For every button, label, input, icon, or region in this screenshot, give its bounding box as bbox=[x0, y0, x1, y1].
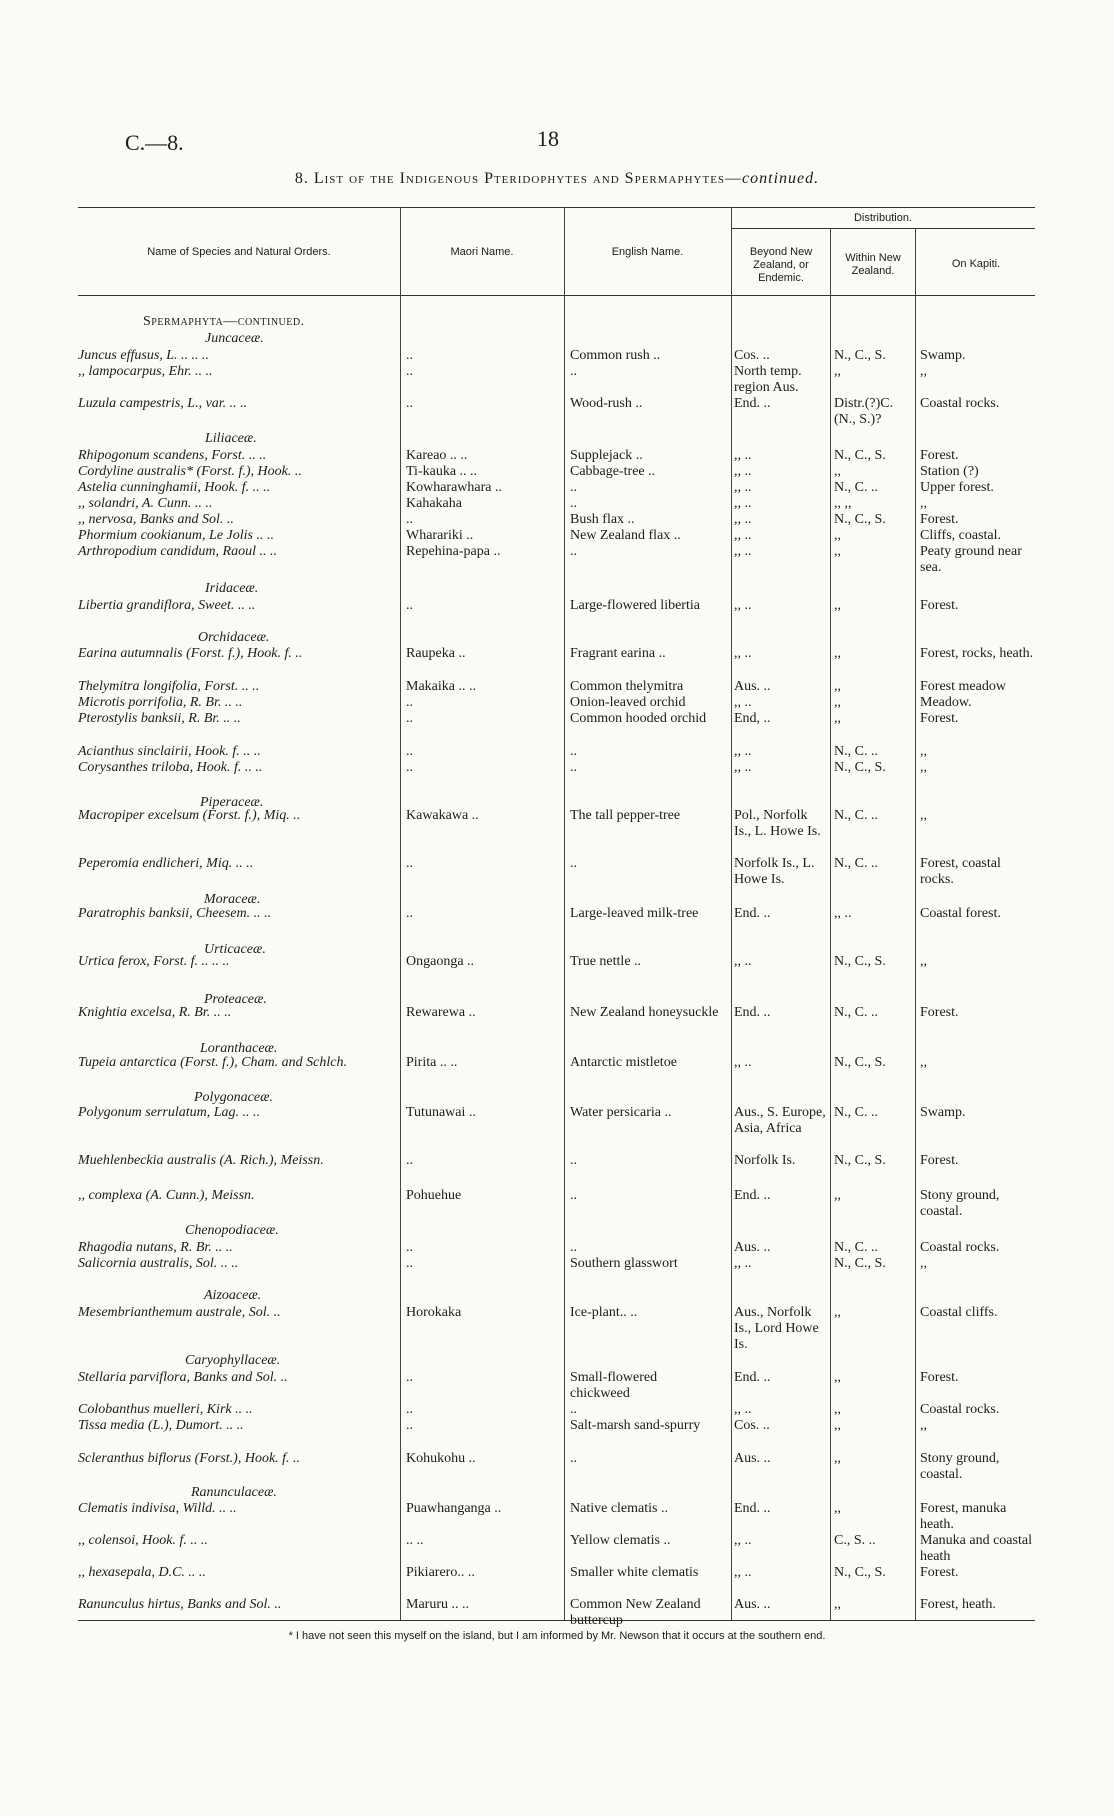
beyond-cell: ,, .. bbox=[734, 496, 752, 511]
maori-cell: .. bbox=[406, 906, 413, 921]
kapiti-cell: Forest. bbox=[920, 1370, 959, 1385]
name-cell: Arthropodium candidum, Raoul .. .. bbox=[78, 544, 277, 559]
name-cell: Mesembrianthemum australe, Sol. .. bbox=[78, 1305, 281, 1320]
maori-cell: .. bbox=[406, 598, 413, 613]
kapiti-cell: Coastal cliffs. bbox=[920, 1305, 998, 1320]
beyond-cell: ,, .. bbox=[734, 760, 752, 775]
beyond-cell: ,, .. bbox=[734, 954, 752, 969]
maori-cell: .. bbox=[406, 1153, 413, 1168]
kapiti-cell: Coastal rocks. bbox=[920, 1240, 1000, 1255]
english-cell: .. bbox=[570, 496, 577, 511]
section-heading: Spermaphyta—continued. bbox=[143, 314, 305, 329]
name-cell: Macropiper excelsum (Forst. f.), Miq. .. bbox=[78, 808, 301, 823]
english-cell: .. bbox=[570, 1153, 577, 1168]
within-cell: N., C., S. bbox=[834, 760, 886, 775]
english-cell: .. bbox=[570, 744, 577, 759]
col-header-beyond: Beyond New Zealand, or Endemic. bbox=[749, 246, 813, 284]
maori-cell: .. bbox=[406, 760, 413, 775]
english-cell: .. bbox=[570, 1402, 577, 1417]
beyond-cell: ,, .. bbox=[734, 598, 752, 613]
beyond-cell: End. .. bbox=[734, 1188, 771, 1203]
family-heading: Ranunculaceæ. bbox=[191, 1485, 277, 1500]
page-number: 18 bbox=[537, 126, 559, 151]
within-cell: ,, bbox=[834, 1451, 841, 1466]
maori-cell: .. bbox=[406, 512, 413, 527]
name-cell: Juncus effusus, L. .. .. .. bbox=[78, 348, 210, 363]
kapiti-cell: Meadow. bbox=[920, 695, 972, 710]
maori-cell: .. bbox=[406, 711, 413, 726]
name-cell: ,, nervosa, Banks and Sol. .. bbox=[78, 512, 234, 527]
within-cell: N., C. .. bbox=[834, 808, 878, 823]
table-top-rule bbox=[78, 207, 1035, 208]
english-cell: Ice-plant.. .. bbox=[570, 1305, 638, 1320]
english-cell: Common New Zealand buttercup bbox=[570, 1597, 701, 1628]
english-cell: Yellow clematis .. bbox=[570, 1533, 671, 1548]
beyond-cell: ,, .. bbox=[734, 646, 752, 661]
maori-cell: Raupeka .. bbox=[406, 646, 466, 661]
within-cell: ,, bbox=[834, 544, 841, 559]
maori-cell: .. bbox=[406, 364, 413, 379]
kapiti-cell: ,, bbox=[920, 496, 927, 511]
maori-cell: Ongaonga .. bbox=[406, 954, 475, 969]
within-cell: N., C., S. bbox=[834, 448, 886, 463]
english-cell: New Zealand flax .. bbox=[570, 528, 681, 543]
english-cell: Wood-rush .. bbox=[570, 396, 643, 411]
within-cell: ,, bbox=[834, 646, 841, 661]
family-heading: Caryophyllaceæ. bbox=[185, 1353, 281, 1368]
english-cell: .. bbox=[570, 1240, 577, 1255]
col-rule-5 bbox=[915, 228, 916, 1620]
beyond-cell: ,, .. bbox=[734, 1533, 752, 1548]
maori-cell: Rewarewa .. bbox=[406, 1005, 476, 1020]
name-cell: ,, colensoi, Hook. f. .. .. bbox=[78, 1533, 208, 1548]
beyond-cell: Aus. .. bbox=[734, 1597, 771, 1612]
english-cell: Common thelymitra bbox=[570, 679, 684, 694]
kapiti-cell: Cliffs, coastal. bbox=[920, 528, 1002, 543]
maori-cell: .. bbox=[406, 695, 413, 710]
family-heading: Chenopodiaceæ. bbox=[185, 1223, 279, 1238]
maori-cell: .. bbox=[406, 856, 413, 871]
name-cell: Stellaria parviflora, Banks and Sol. .. bbox=[78, 1370, 288, 1385]
beyond-cell: End, .. bbox=[734, 711, 771, 726]
distribution-rule bbox=[731, 228, 1035, 229]
kapiti-cell: ,, bbox=[920, 954, 927, 969]
kapiti-cell: Forest. bbox=[920, 512, 959, 527]
beyond-cell: ,, .. bbox=[734, 544, 752, 559]
maori-cell: Tutunawai .. bbox=[406, 1105, 476, 1120]
kapiti-cell: Manuka and coastal heath bbox=[920, 1533, 1032, 1564]
beyond-cell: Aus. .. bbox=[734, 1240, 771, 1255]
col-header-distribution: Distribution. bbox=[853, 212, 913, 224]
english-cell: Native clematis .. bbox=[570, 1501, 668, 1516]
english-cell: Water persicaria .. bbox=[570, 1105, 672, 1120]
beyond-cell: Norfolk Is., L. Howe Is. bbox=[734, 856, 815, 887]
english-cell: Common rush .. bbox=[570, 348, 661, 363]
maori-cell: .. bbox=[406, 348, 413, 363]
kapiti-cell: Forest. bbox=[920, 1565, 959, 1580]
name-cell: Rhagodia nutans, R. Br. .. .. bbox=[78, 1240, 233, 1255]
family-heading: Aizoaceæ. bbox=[204, 1288, 262, 1303]
beyond-cell: Aus. .. bbox=[734, 679, 771, 694]
name-cell: Tupeia antarctica (Forst. f.), Cham. and Schlch. bbox=[78, 1055, 347, 1070]
maori-cell: Horokaka bbox=[406, 1305, 462, 1320]
maori-cell: .. bbox=[406, 1240, 413, 1255]
within-cell: ,, bbox=[834, 1597, 841, 1612]
beyond-cell: End. .. bbox=[734, 1501, 771, 1516]
within-cell: ,, bbox=[834, 528, 841, 543]
within-cell: ,, bbox=[834, 1188, 841, 1203]
header-bottom-rule bbox=[78, 295, 1035, 296]
maori-cell: .. bbox=[406, 1256, 413, 1271]
english-cell: Supplejack .. bbox=[570, 448, 643, 463]
within-cell: N., C., S. bbox=[834, 512, 886, 527]
footnote: * I have not seen this myself on the island, but I am informed by Mr. Newson that it occurs at the southern end. bbox=[288, 1630, 826, 1642]
col-header-english: English Name. bbox=[611, 246, 684, 258]
beyond-cell: ,, .. bbox=[734, 1256, 752, 1271]
within-cell: N., C. .. bbox=[834, 1240, 878, 1255]
name-cell: Cordyline australis* (Forst. f.), Hook. .. bbox=[78, 464, 302, 479]
within-cell: ,, bbox=[834, 364, 841, 379]
within-cell: ,, bbox=[834, 1305, 841, 1320]
name-cell: Peperomia endlicheri, Miq. .. .. bbox=[78, 856, 254, 871]
maori-cell: Puawhanganga .. bbox=[406, 1501, 502, 1516]
kapiti-cell: Forest, manuka heath. bbox=[920, 1501, 1007, 1532]
maori-cell: .. bbox=[406, 1418, 413, 1433]
within-cell: N., C. .. bbox=[834, 744, 878, 759]
kapiti-cell: Coastal forest. bbox=[920, 906, 1001, 921]
beyond-cell: Cos. .. bbox=[734, 348, 770, 363]
family-heading: Proteaceæ. bbox=[204, 992, 267, 1007]
table-title bbox=[0, 170, 1114, 188]
col-header-maori: Maori Name. bbox=[450, 246, 514, 258]
kapiti-cell: ,, bbox=[920, 1055, 927, 1070]
english-cell: Fragrant earina .. bbox=[570, 646, 666, 661]
within-cell: Distr.(?)C. (N., S.)? bbox=[834, 396, 894, 427]
english-cell: The tall pepper-tree bbox=[570, 808, 681, 823]
beyond-cell: ,, .. bbox=[734, 480, 752, 495]
kapiti-cell: ,, bbox=[920, 744, 927, 759]
name-cell: Paratrophis banksii, Cheesem. .. .. bbox=[78, 906, 272, 921]
beyond-cell: End. .. bbox=[734, 906, 771, 921]
maori-cell: .. .. bbox=[406, 1533, 424, 1548]
beyond-cell: Aus., Norfolk Is., Lord Howe Is. bbox=[734, 1305, 819, 1352]
within-cell: ,, bbox=[834, 464, 841, 479]
name-cell: Clematis indivisa, Willd. .. .. bbox=[78, 1501, 237, 1516]
beyond-cell: ,, .. bbox=[734, 464, 752, 479]
english-cell: Cabbage-tree .. bbox=[570, 464, 656, 479]
name-cell: Pterostylis banksii, R. Br. .. .. bbox=[78, 711, 241, 726]
maori-cell: .. bbox=[406, 1370, 413, 1385]
col-rule-1 bbox=[400, 207, 401, 1620]
english-cell: .. bbox=[570, 480, 577, 495]
name-cell: Urtica ferox, Forst. f. .. .. .. bbox=[78, 954, 230, 969]
english-cell: Bush flax .. bbox=[570, 512, 635, 527]
kapiti-cell: Stony ground, coastal. bbox=[920, 1451, 1000, 1482]
kapiti-cell: Forest. bbox=[920, 711, 959, 726]
maori-cell: Wharariki .. bbox=[406, 528, 474, 543]
col-header-kapiti: On Kapiti. bbox=[951, 258, 1001, 270]
kapiti-cell: Swamp. bbox=[920, 1105, 966, 1120]
kapiti-cell: ,, bbox=[920, 1418, 927, 1433]
name-cell: Thelymitra longifolia, Forst. .. .. bbox=[78, 679, 260, 694]
name-cell: Muehlenbeckia australis (A. Rich.), Meissn. bbox=[78, 1153, 324, 1168]
english-cell: Small-flowered chickweed bbox=[570, 1370, 658, 1401]
beyond-cell: ,, .. bbox=[734, 695, 752, 710]
english-cell: .. bbox=[570, 856, 577, 871]
col-rule-2 bbox=[564, 207, 565, 1620]
maori-cell: Kohukohu .. bbox=[406, 1451, 476, 1466]
name-cell: Libertia grandiflora, Sweet. .. .. bbox=[78, 598, 256, 613]
within-cell: N., C., S. bbox=[834, 348, 886, 363]
maori-cell: Makaika .. .. bbox=[406, 679, 476, 694]
kapiti-cell: Forest. bbox=[920, 598, 959, 613]
english-cell: Antarctic mistletoe bbox=[570, 1055, 677, 1070]
kapiti-cell: ,, bbox=[920, 760, 927, 775]
english-cell: .. bbox=[570, 544, 577, 559]
beyond-cell: Aus. .. bbox=[734, 1451, 771, 1466]
english-cell: New Zealand honeysuckle bbox=[570, 1005, 719, 1020]
name-cell: Colobanthus muelleri, Kirk .. .. bbox=[78, 1402, 253, 1417]
within-cell: N., C., S. bbox=[834, 1055, 886, 1070]
name-cell: ,, solandri, A. Cunn. .. .. bbox=[78, 496, 213, 511]
kapiti-cell: Forest, heath. bbox=[920, 1597, 996, 1612]
within-cell: N., C., S. bbox=[834, 954, 886, 969]
kapiti-cell: Forest. bbox=[920, 1153, 959, 1168]
within-cell: ,, bbox=[834, 1370, 841, 1385]
maori-cell: Ti-kauka .. .. bbox=[406, 464, 478, 479]
table-bottom-rule bbox=[78, 1620, 1035, 1621]
beyond-cell: Aus., S. Europe, Asia, Africa bbox=[734, 1105, 826, 1136]
beyond-cell: ,, .. bbox=[734, 528, 752, 543]
name-cell: Microtis porrifolia, R. Br. .. .. bbox=[78, 695, 243, 710]
maori-cell: Kowharawhara .. bbox=[406, 480, 503, 495]
within-cell: ,, bbox=[834, 695, 841, 710]
kapiti-cell: Coastal rocks. bbox=[920, 396, 1000, 411]
maori-cell: .. bbox=[406, 1402, 413, 1417]
family-heading: Urticaceæ. bbox=[204, 942, 266, 957]
kapiti-cell: Stony ground, coastal. bbox=[920, 1188, 1000, 1219]
family-heading: Juncaceæ. bbox=[205, 331, 264, 346]
name-cell: Rhipogonum scandens, Forst. .. .. bbox=[78, 448, 267, 463]
within-cell: C., S. .. bbox=[834, 1533, 876, 1548]
beyond-cell: ,, .. bbox=[734, 1055, 752, 1070]
english-cell: Large-flowered libertia bbox=[570, 598, 700, 613]
beyond-cell: Norfolk Is. bbox=[734, 1153, 796, 1168]
family-heading: Liliaceæ. bbox=[205, 431, 257, 446]
english-cell: Southern glasswort bbox=[570, 1256, 678, 1271]
kapiti-cell: Forest. bbox=[920, 1005, 959, 1020]
name-cell: Polygonum serrulatum, Lag. .. .. bbox=[78, 1105, 260, 1120]
name-cell: Acianthus sinclairii, Hook. f. .. .. bbox=[78, 744, 261, 759]
beyond-cell: Cos. .. bbox=[734, 1418, 770, 1433]
maori-cell: Pirita .. .. bbox=[406, 1055, 458, 1070]
family-heading: Polygonaceæ. bbox=[194, 1090, 273, 1105]
maori-cell: Pikiarero.. .. bbox=[406, 1565, 475, 1580]
maori-cell: Pohuehue bbox=[406, 1188, 462, 1203]
english-cell: .. bbox=[570, 1188, 577, 1203]
name-cell: Scleranthus biflorus (Forst.), Hook. f. .. bbox=[78, 1451, 301, 1466]
kapiti-cell: ,, bbox=[920, 1256, 927, 1271]
beyond-cell: End. .. bbox=[734, 1005, 771, 1020]
english-cell: Onion-leaved orchid bbox=[570, 695, 686, 710]
english-cell: .. bbox=[570, 760, 577, 775]
beyond-cell: North temp. region Aus. bbox=[734, 364, 802, 395]
col-header-name: Name of Species and Natural Orders. bbox=[147, 246, 331, 258]
name-cell: Corysanthes triloba, Hook. f. .. .. bbox=[78, 760, 263, 775]
col-header-within: Within New Zealand. bbox=[845, 252, 901, 277]
name-cell: ,, lampocarpus, Ehr. .. .. bbox=[78, 364, 213, 379]
within-cell: ,, bbox=[834, 1402, 841, 1417]
within-cell: ,, ,, bbox=[834, 496, 852, 511]
document-code: C.—8. bbox=[125, 130, 184, 155]
within-cell: ,, bbox=[834, 1418, 841, 1433]
english-cell: True nettle .. bbox=[570, 954, 642, 969]
kapiti-cell: Coastal rocks. bbox=[920, 1402, 1000, 1417]
kapiti-cell: Peaty ground near sea. bbox=[920, 544, 1022, 575]
maori-cell: Kareao .. .. bbox=[406, 448, 468, 463]
maori-cell: .. bbox=[406, 396, 413, 411]
maori-cell: .. bbox=[406, 744, 413, 759]
name-cell: Phormium cookianum, Le Jolis .. .. bbox=[78, 528, 274, 543]
english-cell: Smaller white clematis bbox=[570, 1565, 699, 1580]
family-heading: Iridaceæ. bbox=[205, 581, 259, 596]
within-cell: ,, .. bbox=[834, 906, 852, 921]
within-cell: N., C. .. bbox=[834, 856, 878, 871]
within-cell: N., C., S. bbox=[834, 1153, 886, 1168]
family-heading: Moraceæ. bbox=[204, 892, 261, 907]
col-rule-3 bbox=[731, 207, 732, 1620]
kapiti-cell: Forest. bbox=[920, 448, 959, 463]
english-cell: .. bbox=[570, 364, 577, 379]
kapiti-cell: ,, bbox=[920, 364, 927, 379]
name-cell: Luzula campestris, L., var. .. .. bbox=[78, 396, 248, 411]
family-heading: Piperaceæ. bbox=[200, 795, 264, 810]
maori-cell: Kawakawa .. bbox=[406, 808, 479, 823]
beyond-cell: ,, .. bbox=[734, 512, 752, 527]
name-cell: Knightia excelsa, R. Br. .. .. bbox=[78, 1005, 232, 1020]
name-cell: Ranunculus hirtus, Banks and Sol. .. bbox=[78, 1597, 282, 1612]
name-cell: ,, complexa (A. Cunn.), Meissn. bbox=[78, 1188, 255, 1203]
english-cell: Common hooded orchid bbox=[570, 711, 707, 726]
within-cell: N., C. .. bbox=[834, 480, 878, 495]
beyond-cell: End. .. bbox=[734, 396, 771, 411]
name-cell: Astelia cunninghamii, Hook. f. .. .. bbox=[78, 480, 271, 495]
kapiti-cell: Forest, coastal rocks. bbox=[920, 856, 1001, 887]
name-cell: Salicornia australis, Sol. .. .. bbox=[78, 1256, 239, 1271]
title-continued: continued. bbox=[742, 170, 820, 187]
within-cell: ,, bbox=[834, 711, 841, 726]
name-cell: Tissa media (L.), Dumort. .. .. bbox=[78, 1418, 244, 1433]
within-cell: N., C., S. bbox=[834, 1565, 886, 1580]
title-main: 8. List of the Indigenous Pteridophytes and Spermaphytes— bbox=[294, 170, 743, 187]
beyond-cell: ,, .. bbox=[734, 448, 752, 463]
within-cell: N., C. .. bbox=[834, 1105, 878, 1120]
beyond-cell: ,, .. bbox=[734, 744, 752, 759]
family-heading: Loranthaceæ. bbox=[200, 1041, 278, 1056]
english-cell: .. bbox=[570, 1451, 577, 1466]
within-cell: ,, bbox=[834, 1501, 841, 1516]
family-heading: Orchidaceæ. bbox=[198, 630, 270, 645]
beyond-cell: ,, .. bbox=[734, 1565, 752, 1580]
kapiti-cell: Upper forest. bbox=[920, 480, 994, 495]
beyond-cell: ,, .. bbox=[734, 1402, 752, 1417]
name-cell: ,, hexasepala, D.C. .. .. bbox=[78, 1565, 206, 1580]
beyond-cell: Pol., Norfolk Is., L. Howe Is. bbox=[734, 808, 821, 839]
english-cell: Large-leaved milk-tree bbox=[570, 906, 699, 921]
kapiti-cell: Station (?) bbox=[920, 464, 979, 479]
english-cell: Salt-marsh sand-spurry bbox=[570, 1418, 701, 1433]
name-cell: Earina autumnalis (Forst. f.), Hook. f. .. bbox=[78, 646, 303, 661]
maori-cell: Maruru .. .. bbox=[406, 1597, 469, 1612]
beyond-cell: End. .. bbox=[734, 1370, 771, 1385]
within-cell: ,, bbox=[834, 598, 841, 613]
maori-cell: Repehina-papa .. bbox=[406, 544, 501, 559]
col-rule-4 bbox=[830, 228, 831, 1620]
maori-cell: Kahakaha bbox=[406, 496, 462, 511]
within-cell: N., C., S. bbox=[834, 1256, 886, 1271]
within-cell: ,, bbox=[834, 679, 841, 694]
kapiti-cell: Forest meadow bbox=[920, 679, 1006, 694]
kapiti-cell: Swamp. bbox=[920, 348, 966, 363]
kapiti-cell: Forest, rocks, heath. bbox=[920, 646, 1034, 661]
within-cell: N., C. .. bbox=[834, 1005, 878, 1020]
kapiti-cell: ,, bbox=[920, 808, 927, 823]
